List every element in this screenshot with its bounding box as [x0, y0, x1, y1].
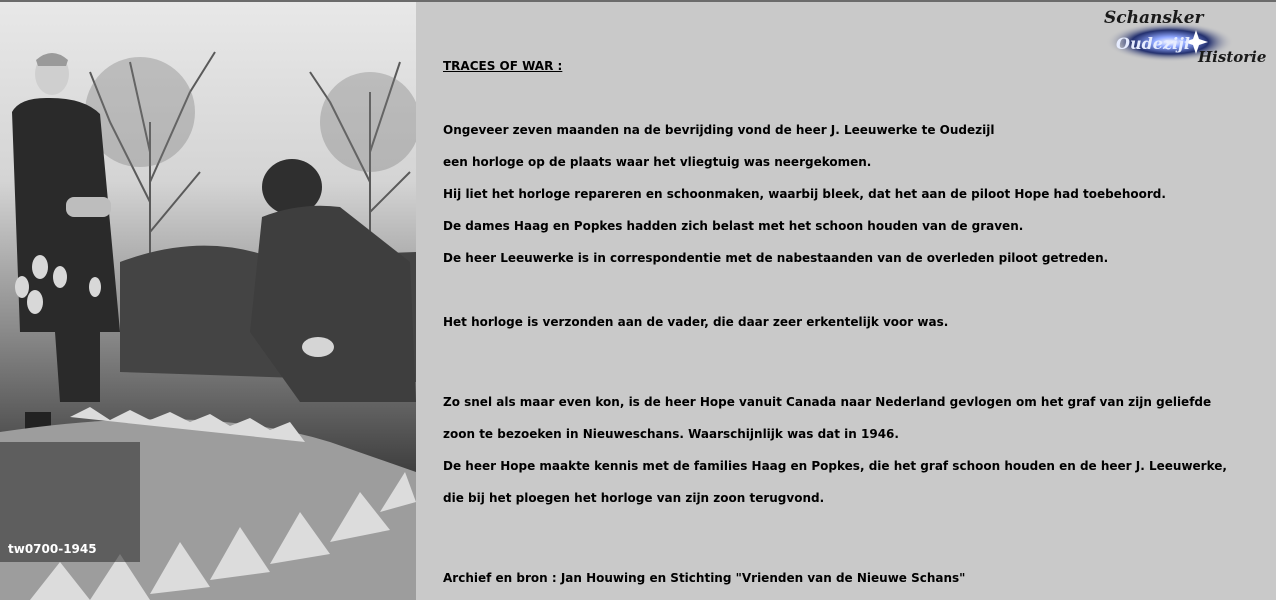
paragraph3-line: zoon te bezoeken in Nieuweschans. Waarschijnlijk was dat in 1946.: [443, 427, 899, 441]
paragraph3-line: die bij het ploegen het horloge van zijn zoon terugvond.: [443, 491, 825, 505]
paragraph1-line: Ongeveer zeven maanden na de bevrijding vond de heer J. Leeuwerke te Oudezijl: [443, 123, 995, 137]
paragraph1-line: een horloge op de plaats waar het vliegtuig was neergekomen.: [443, 155, 872, 169]
historic-photo: [0, 2, 416, 600]
photo-illustration: [0, 2, 416, 600]
source-credit: Archief en bron : Jan Houwing en Stichting "Vrienden van de Nieuwe Schans": [443, 571, 966, 585]
schansker-oudezijl-logo: [1100, 6, 1270, 70]
kneeling-man: [250, 159, 416, 402]
logo-word-oudezijl: Oudezijl: [1116, 34, 1190, 53]
paragraph2: Het horloge is verzonden aan de vader, die daar zeer erkentelijk voor was.: [443, 315, 949, 329]
photo-caption: tw0700-1945: [8, 542, 97, 556]
paragraph1-line: De heer Leeuwerke is in correspondentie met de nabestaanden van de overleden piloot getreden.: [443, 251, 1109, 265]
article-title: TRACES OF WAR :: [443, 59, 563, 73]
paragraph3-line: De heer Hope maakte kennis met de families Haag en Popkes, die het graf schoon houden en de heer J. Leeuwerke,: [443, 459, 1227, 473]
logo-word-historie: Historie: [1198, 48, 1267, 66]
paragraph1-line: De dames Haag en Popkes hadden zich belast met het schoon houden van de graven.: [443, 219, 1024, 233]
paragraph3-line: Zo snel als maar even kon, is de heer Hope vanuit Canada naar Nederland gevlogen om het graf van zijn geliefde: [443, 395, 1212, 409]
logo-word-schansker: Schansker: [1104, 8, 1204, 28]
paragraph1-line: Hij liet het horloge repareren en schoonmaken, waarbij bleek, dat het aan de piloot Hope had toebehoord.: [443, 187, 1166, 201]
